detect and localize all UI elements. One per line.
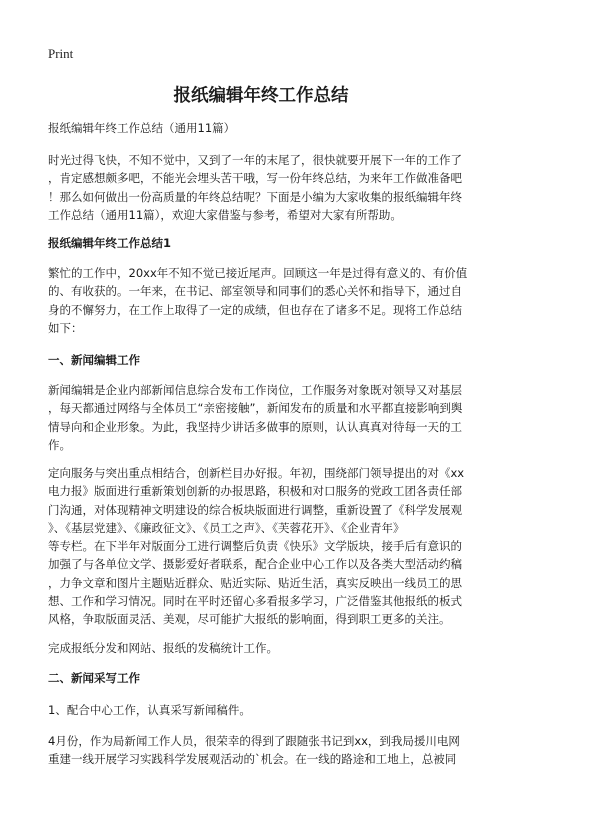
document-title: 报纸编辑年终工作总结 bbox=[173, 86, 349, 106]
paragraph bbox=[48, 701, 251, 719]
text-line: 身的不懈努力，在工作上取得了一定的成绩，但也存在了诸多不足。现将工作总结 bbox=[48, 302, 462, 317]
text-line: 加强了与各单位文学、摄影爱好者联系，配合企业中心工作以及各类大型活动约稿 bbox=[48, 557, 462, 572]
text-line: 风格，争取版面灵活、美观，尽可能扩大报纸的影响面，得到职工更多的关注。 bbox=[48, 612, 451, 627]
text-line: 门沟通，对体现精神文明建设的综合板块版面进行调整，重新设置了《科学发展观 bbox=[48, 502, 462, 517]
text-line: 二、新闻采写工作 bbox=[48, 671, 140, 685]
text-line: 完成报纸分发和网站、报纸的发稿统计工作。 bbox=[48, 641, 278, 655]
text-line: ，肯定感想颇多吧，不能光会埋头苦干哦，写一份年终总结，为来年工作做准备吧 bbox=[48, 171, 462, 186]
section-heading bbox=[48, 351, 140, 369]
paragraph bbox=[48, 732, 460, 769]
text-line: 电力报》版面进行重新策划创新的办报思路，积极和对口服务的党政工团各责任部 bbox=[48, 484, 462, 499]
text-line: 1、配合中心工作，认真采写新闻稿件。 bbox=[48, 703, 251, 717]
paragraph bbox=[48, 639, 278, 657]
text-line: 时光过得飞快，不知不觉中，又到了一年的末尾了，很快就要开展下一年的工作了 bbox=[48, 153, 462, 167]
text-line: 等专栏。在下半年对版面分工进行调整后负责《快乐》文学版块，接手后有意识的 bbox=[48, 539, 462, 554]
section-heading-1 bbox=[48, 234, 171, 252]
text-line: 情导向和企业形象。为此，我坚持少讲话多做事的原则，认认真真对待每一天的工 bbox=[48, 419, 462, 434]
paragraph bbox=[48, 381, 462, 454]
paragraph bbox=[48, 464, 464, 629]
subtitle-text: 报纸编辑年终工作总结（通用11篇） bbox=[48, 121, 236, 135]
text-line: 重建一线开展学习实践科学发展观活动的`机会。在一线的路途和工地上，总被同 bbox=[48, 752, 457, 767]
text-line: 繁忙的工作中，20xx年不知不觉已接近尾声。回顾这一年是过得有意义的、有价值 bbox=[48, 266, 468, 280]
text-line: ，每天都通过网络与全体员工“亲密接触”，新闻发布的质量和水平都直接影响到舆 bbox=[48, 401, 463, 416]
text-line: ，力争文章和图片主题贴近群众、贴近实际、贴近生活，真实反映出一线员工的思 bbox=[48, 575, 462, 590]
paragraph bbox=[48, 264, 467, 337]
document-subtitle bbox=[48, 119, 235, 137]
text-line: 一、新闻编辑工作 bbox=[48, 353, 140, 367]
text-line: 工作总结（通用11篇），欢迎大家借鉴与参考，希望对大家有所帮助。 bbox=[48, 207, 402, 222]
text-line: 的、有收获的。一年来，在书记、部室领导和同事们的悉心关怀和指导下，通过自 bbox=[48, 284, 462, 299]
print-link[interactable]: Print bbox=[48, 46, 74, 61]
text-line: 如下： bbox=[48, 320, 83, 335]
text-line: ！那么如何做出一份高质量的年终总结呢？下面是小编为大家收集的报纸编辑年终 bbox=[48, 189, 462, 204]
text-line: 定向服务与突出重点相结合，创新栏目办好报。年初，围绕部门领导提出的对《xx bbox=[48, 466, 465, 480]
section-heading bbox=[48, 669, 140, 687]
text-line: 新闻编辑是企业内部新闻信息综合发布工作岗位，工作服务对象既对领导又对基层 bbox=[48, 383, 462, 397]
text-line: 想、工作和学习情况。同时在平时还留心多看报多学习，广泛借鉴其他报纸的板式 bbox=[48, 594, 462, 609]
text-line: 》、《基层党建》、《廉政征文》、《员工之声》、《芙蓉花开》、《企业青年》 bbox=[48, 520, 405, 535]
text-line: 4月份，作为局新闻工作人员，很荣幸的得到了跟随张书记到xx，到我局援川电网 bbox=[48, 734, 460, 748]
text-line: 作。 bbox=[48, 437, 71, 452]
text-line: 报纸编辑年终工作总结1 bbox=[48, 236, 172, 250]
intro-paragraph bbox=[48, 151, 462, 224]
